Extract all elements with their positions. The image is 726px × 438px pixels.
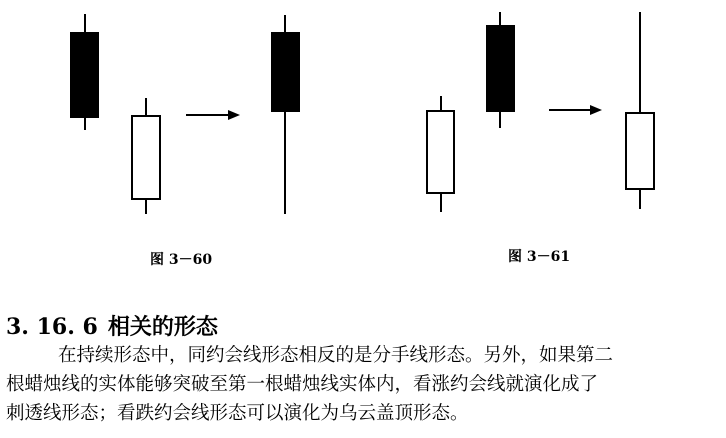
paragraph-line-1: 在持续形态中，同约会线形态相反的是分手线形态。另外，如果第二 bbox=[58, 345, 614, 366]
arrow-right-icon bbox=[549, 105, 602, 115]
section-number: 3. 16. 6 bbox=[6, 314, 98, 340]
figure-3-61 bbox=[427, 12, 654, 212]
black-candle-1 bbox=[70, 14, 99, 130]
figure-3-61-caption: 图 3－61 bbox=[508, 249, 571, 265]
figure-3-60-caption: 图 3－60 bbox=[150, 252, 213, 268]
black-candle-2 bbox=[486, 12, 515, 128]
arrow-right-icon bbox=[186, 110, 240, 120]
section-title: 相关的形态 bbox=[107, 314, 218, 340]
figure-3-60 bbox=[70, 14, 300, 214]
white-candle-1 bbox=[427, 96, 454, 212]
white-candle-2 bbox=[132, 98, 160, 214]
paragraph-line-3: 刺透线形态；看跌约会线形态可以演化为乌云盖顶形态。 bbox=[6, 403, 469, 424]
combined-candle-3-61 bbox=[626, 12, 654, 209]
combined-candle-3-60 bbox=[271, 15, 300, 214]
paragraph-line-2: 根蜡烛线的实体能够突破至第一根蜡烛线实体内，看涨约会线就演化成了 bbox=[6, 374, 599, 395]
section-heading bbox=[6, 310, 218, 341]
